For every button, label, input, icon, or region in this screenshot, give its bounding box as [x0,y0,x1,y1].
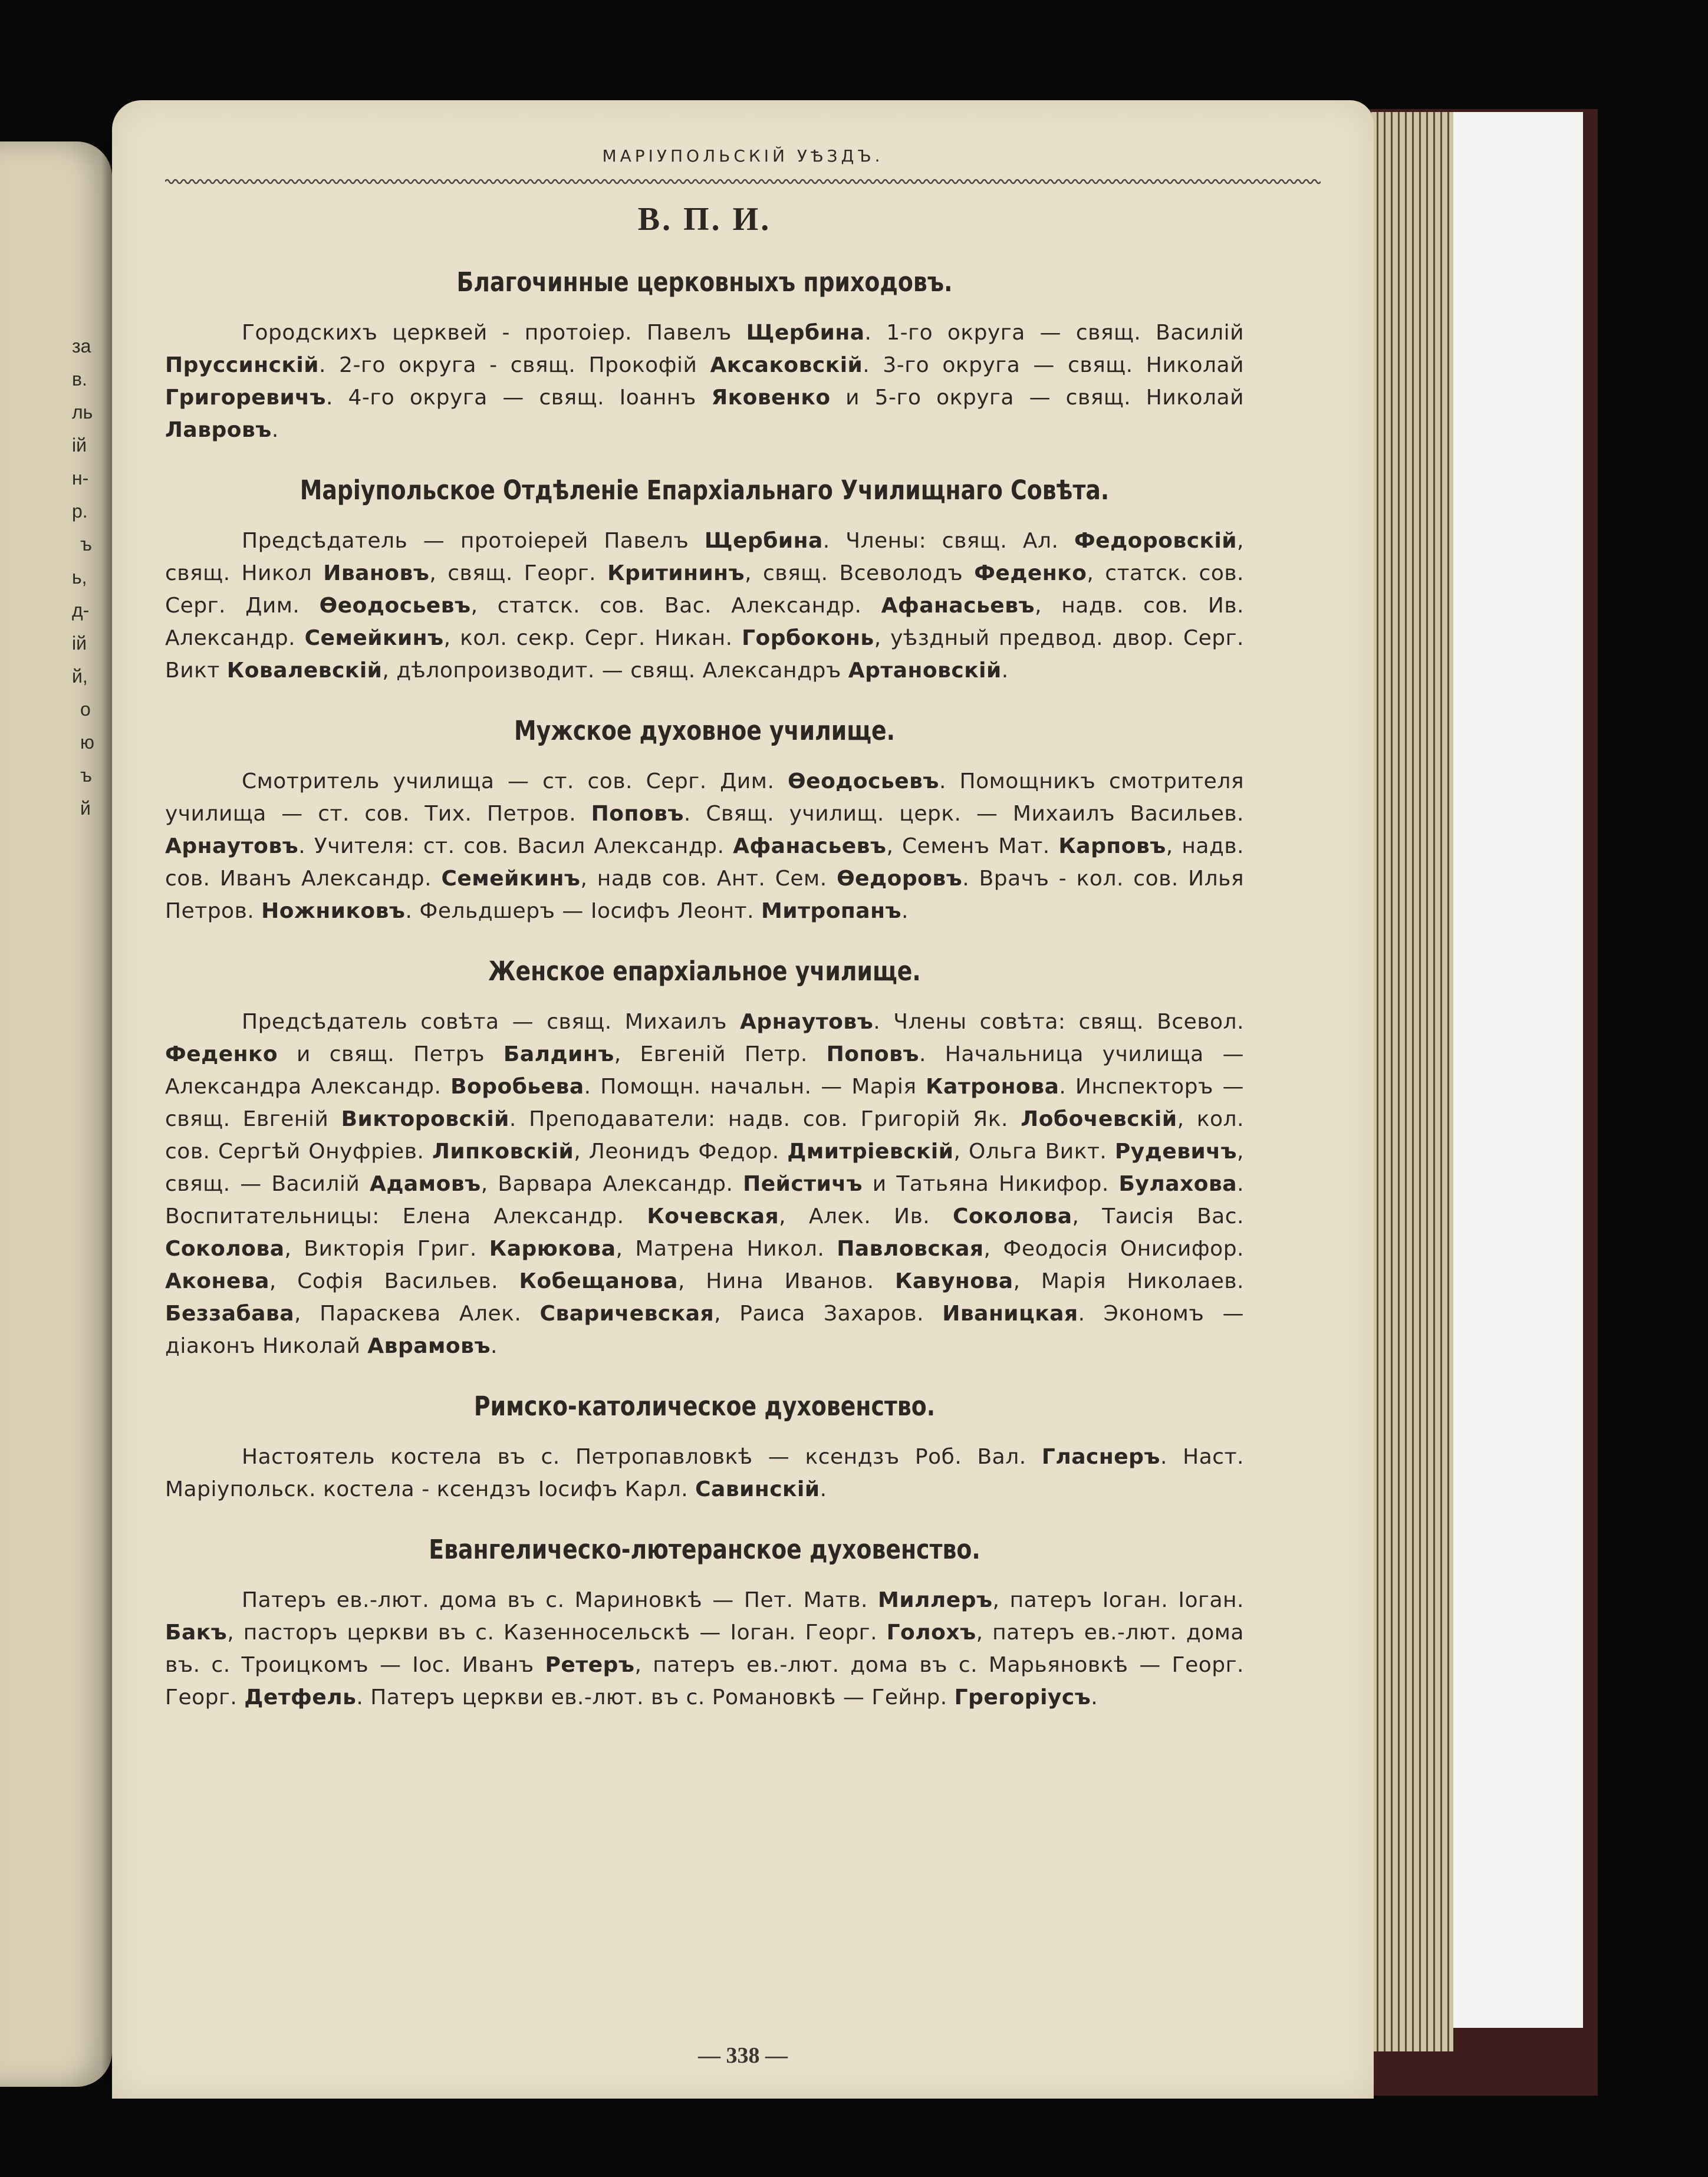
surname: Арнаутовъ [740,1010,874,1034]
text-run: Настоятель костела въ с. Петропавловкѣ — ксендзъ Роб. Вал. [242,1445,1042,1469]
surname: Голохъ [886,1621,976,1645]
surname: Феденко [974,561,1087,585]
surname: Пейстичъ [743,1172,863,1196]
left-page-fragment: н- [72,467,89,489]
surname: Яковенко [711,386,831,410]
text-run: . [820,1477,827,1501]
text-run: , статск. сов. Вас. Александр. [470,594,881,618]
text-run: . Патеръ церкви ев.-лют. въ с. Романовкѣ — Гейнр. [356,1685,955,1710]
surname: Афанасьевъ [881,594,1035,618]
surname: Афанасьевъ [733,834,887,858]
surname: Соколова [953,1204,1072,1229]
text-run: , патеръ ев.-лют. дома въ с. Марьяновкѣ — Георг. Георг. [165,1653,1244,1710]
text-run: . 1-го округа — свящ. Василій [864,321,1244,345]
surname: Аксаковскій [710,353,863,377]
surname: Грегоріусъ [954,1685,1091,1710]
text-run: Городскихъ церквей - протоіер. Павелъ [242,321,746,345]
text-run: , надв. сов. Иванъ Александр. [165,834,1244,891]
text-run: , Ольга Викт. [953,1139,1115,1164]
surname: Поповъ [826,1042,919,1066]
text-run: . [1091,1685,1098,1710]
surname: Ѳеодосьевъ [788,769,939,793]
text-run: . [901,899,909,923]
sections [165,266,1244,1714]
text-run: Предсѣдатель совѣта — свящ. Михаилъ [242,1010,741,1034]
text-run: . Учителя: ст. сов. Васил Александр. [298,834,733,858]
surname: Павловская [837,1237,984,1261]
left-page-fragment: в. [72,368,87,390]
page-content [165,200,1244,1714]
text-run: . Инспекторъ — свящ. Евгеній [165,1075,1245,1131]
surname: Беззабава [165,1302,294,1326]
text-run: , надв сов. Ант. Сем. [580,867,837,891]
text-run: . Врачъ - кол. сов. Илья Петров. [165,867,1244,923]
surname: Воробьева [450,1075,584,1099]
section-heading: Римско-католическое духовенство. [473,1391,936,1422]
text-run: , Варвара Александр. [481,1172,743,1196]
surname: Семейкинъ [304,626,444,650]
surname: Дмитріевскій [787,1139,954,1164]
text-run: , Матрена Никол. [616,1237,837,1261]
left-page-fragment: ю [80,732,94,753]
text-run: , Феодосія Онисифор. [983,1237,1244,1261]
surname: Поповъ [591,802,684,826]
surname: Викторовскій [341,1107,509,1131]
surname: Митропанъ [761,899,902,923]
left-page-fragment: ій [72,633,87,654]
surname: Кочевская [647,1204,779,1229]
text-run: . 4-го округа — свящ. Іоаннъ [325,386,712,410]
surname: Лавровъ [165,418,272,442]
running-header: МАРІУПОЛЬСКІЙ УѢЗДЪ. [602,146,884,166]
text-run: и 5-го округа — свящ. Николай [830,386,1244,410]
surname: Карюкова [489,1237,616,1261]
surname: Щербина [704,529,823,553]
text-run: , Леонидъ Федор. [574,1139,788,1164]
text-run: , надв. сов. Ив. Александр. [165,594,1244,650]
surname: Гласнеръ [1041,1445,1160,1469]
left-page-fragment: за [72,335,91,357]
surname: Ковалевскій [226,658,383,683]
text-run: , патеръ Іоган. Іоган. [992,1588,1244,1612]
text-run: . Помощн. начальн. — Марія [584,1075,926,1099]
section-heading: Женское епархіальное училище. [488,956,921,987]
surname: Ретеръ [545,1653,635,1677]
section-paragraph [165,1441,1244,1506]
text-run: и свящ. Петръ [278,1042,503,1066]
surname: Катронова [926,1075,1059,1099]
left-page-fragment: ь, [72,567,87,588]
section-paragraph [165,765,1244,927]
text-run: , Семенъ Мат. [886,834,1059,858]
page-title: В. П. И. [637,201,772,238]
surname: Кобещанова [519,1269,678,1293]
surname: Иваницкая [942,1302,1078,1326]
text-run: , Таисія Вас. [1072,1204,1244,1229]
text-run: Смотритель училища — ст. сов. Серг. Дим. [242,769,788,793]
surname: Щербина [746,321,865,345]
text-run: , Параскева Алек. [294,1302,540,1326]
text-run: . 2-го округа - свящ. Прокофій [318,353,710,377]
text-run: Предсѣдатель — протоіерей Павелъ [242,529,705,553]
surname: Ножниковъ [261,899,406,923]
text-run: , кол. секр. Серг. Никан. [443,626,742,650]
text-run: и Татьяна Никифор. [863,1172,1119,1196]
text-run: , Нина Иванов. [677,1269,895,1293]
left-page-fragment: р. [72,500,88,522]
surname: Липковскій [432,1139,574,1164]
text-run: . Фельдшеръ — Іосифъ Леонт. [405,899,762,923]
text-run: . Наст. Маріупольск. костела - ксендзъ Іосифъ Карл. [165,1445,1244,1501]
surname: Пруссинскій [165,353,319,377]
text-run: . Экономъ — діаконъ Николай [165,1302,1244,1358]
surname: Горбоконь [742,626,874,650]
text-run: , Марія Николаев. [1013,1269,1244,1293]
left-page-fragment: о [80,699,91,720]
surname: Адамовъ [369,1172,481,1196]
text-run: , свящ. Георг. [429,561,608,585]
text-run: . Помощникъ смотрителя училища — ст. сов. Тих. Петров. [165,769,1244,826]
text-run: . Преподаватели: надв. сов. Григорій Як. [509,1107,1021,1131]
section-paragraph [165,525,1244,687]
surname: Савинскій [695,1477,820,1501]
surname: Аконева [165,1269,269,1293]
surname: Аврамовъ [367,1334,491,1358]
text-run: , кол. сов. Сергѣй Онуфріев. [165,1107,1245,1164]
text-run: . Члены: свящ. Ал. [822,529,1074,553]
surname: Ѳеодосьевъ [319,594,471,618]
left-page-fragment: й, [72,666,88,687]
left-page-fragment: ъ [80,765,92,786]
surname: Рудевичъ [1114,1139,1238,1164]
text-run: , свящ. Всеволодъ [745,561,975,585]
text-run: . [491,1334,498,1358]
right-page [112,100,1374,2099]
page-number: — 338 — [698,2043,788,2068]
surname: Арнаутовъ [165,834,299,858]
left-page-fragment: д- [72,600,90,621]
text-run: , Раиса Захаров. [714,1302,943,1326]
text-run: . Члены совѣта: свящ. Всевол. [873,1010,1245,1034]
text-run: Патеръ ев.-лют. дома въ с. Мариновкѣ — Пет. Матв. [242,1588,878,1612]
section-paragraph [165,1006,1244,1362]
text-run: , уѣздный предвод. двор. Серг. Викт [165,626,1244,683]
surname: Феденко [165,1042,278,1066]
text-run: , Викторія Григ. [284,1237,489,1261]
surname: Ѳедоровъ [837,867,963,891]
left-page-fragment: ій [72,434,87,456]
surname: Булахова [1118,1172,1238,1196]
decorative-wavy-rule [165,176,1321,187]
surname: Федоровскій [1074,529,1238,553]
text-run: , свящ. Никол [165,529,1244,585]
section-paragraph [165,317,1244,446]
text-run: , Алек. Ив. [779,1204,953,1229]
text-run: . [271,418,279,442]
text-run: , дѣлопроизводит. — свящ. Александръ [382,658,848,683]
text-run: , пасторъ церкви въ с. Казенносельскѣ — Іоган. Георг. [227,1621,887,1645]
section-paragraph [165,1584,1244,1714]
surname: Сваричевская [539,1302,715,1326]
surname: Соколова [165,1237,285,1261]
surname: Бакъ [165,1621,228,1645]
text-run: , патеръ ев.-лют. дома въ. с. Троицкомъ — Іос. Иванъ [165,1621,1244,1677]
left-page-fragment: ъ [80,533,92,555]
surname: Детфель [244,1685,357,1710]
left-page-fragment: й [80,798,91,819]
section-heading: Мужское духовное училище. [514,715,896,746]
text-run: . Свящ. училищ. церк. — Михаилъ Васильев. [683,802,1244,826]
text-run: . Начальница училища — Александра Александр. [165,1042,1244,1099]
surname: Миллеръ [878,1588,993,1612]
text-run: , Евгеній Петр. [614,1042,827,1066]
left-page [0,141,112,2087]
surname: Критининъ [607,561,745,585]
section-heading: Маріупольское Отдѣленіе Епархіальнаго Училищнаго Совѣта. [300,475,1110,506]
surname: Артановскій [848,658,1002,683]
text-run: , свящ. — Василій [165,1139,1244,1196]
text-run: . [1001,658,1009,683]
text-run: , статск. сов. Серг. Дим. [165,561,1244,618]
surname: Карповъ [1058,834,1166,858]
left-page-fragment: ль [72,401,93,423]
surname: Кавунова [894,1269,1013,1293]
text-run: . Воспитательницы: Елена Александр. [165,1172,1245,1229]
section-heading: Евангелическо-лютеранское духовенство. [429,1534,980,1565]
surname: Балдинъ [503,1042,614,1066]
surname: Семейкинъ [441,867,581,891]
surname: Лобочевскій [1021,1107,1177,1131]
surname: Ивановъ [323,561,430,585]
section-heading: Благочинные церковныхъ приходовъ. [456,266,953,298]
surname: Григоревичъ [165,386,326,410]
text-run: , Софія Васильев. [269,1269,519,1293]
text-run: . 3-го округа — свящ. Николай [863,353,1244,377]
